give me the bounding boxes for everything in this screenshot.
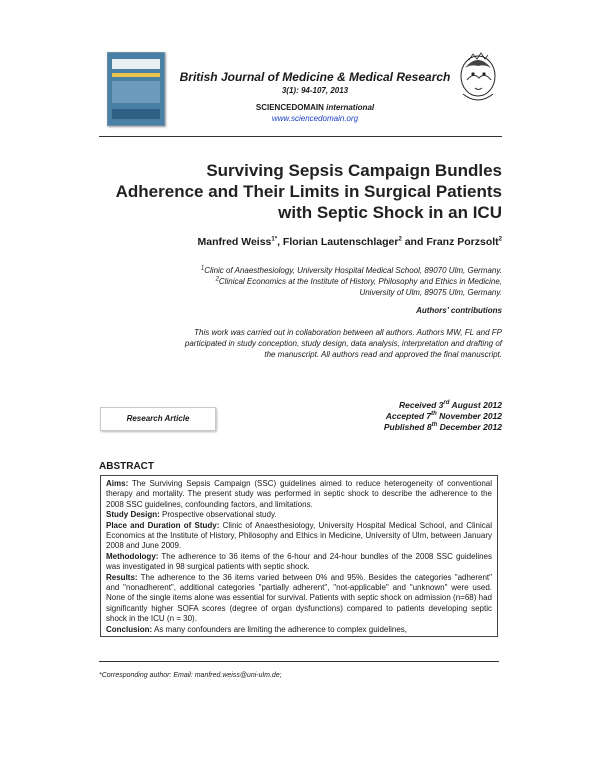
header-rule [99,136,502,137]
article-type-badge: Research Article [100,407,216,431]
abstract-aims: Aims: The Surviving Sepsis Campaign (SSC) guidelines aimed to reduce heterogeneity of conventional therapy and mortality. The present study was performed in septic shock to describe the adherence to the 2008 SSC guidelines, confounding factors, and limitations. [106,479,492,509]
received-date: Received 3rd August 2012 [398,400,502,410]
publisher-website-link[interactable]: www.sciencedomain.org [271,114,359,123]
publisher-name: SCIENCEDOMAIN international [255,103,375,112]
author-affiliations: $^1$Clinic of Anaesthesiology, University Hospital Medical School, 89070 Ulm, Germany. $^2$Clinical Economics at the Institute of History, Philosophy and Ethics in Medicine, University of Ulm, 89075 Ulm, Germany. [200,265,502,297]
abstract-place: Place and Duration of Study: Clinic of Anaesthesiology, University Hospital Medical School, and Clinical Economics at the Institute of History, Philosophy and Ethics in Medicine, University of Ulm, between January 2008 and June 2009. [106,520,493,551]
journal-volume: 3(1): 94-107, 2013 [281,86,349,95]
corresponding-author-footnote: *Corresponding author: Email: manfred.weiss@uni-ulm.de; [99,672,282,679]
abstract-methodology: Methodology: The adherence to 36 items of the 6-hour and 24-hour bundles of the 2008 SSC guidelines was investigated in 98 surgical patients with septic shock. [106,551,492,572]
abstract-design: Study Design: Prospective observational study. [106,510,277,520]
publisher-logo-icon [455,50,501,108]
footnote-rule [99,661,499,662]
publication-dates [300,400,502,433]
abstract-conclusion: Conclusion: As many confounders are limiting the adherence to complex guidelines, [106,624,408,634]
accepted-date: Accepted 7th November 2012 [385,411,502,421]
abstract-box [100,475,498,637]
article-title: Surviving Sepsis Campaign Bundles Adherence and Their Limits in Surgical Patients with Septic Shock in an ICU [115,161,502,222]
abstract-heading: ABSTRACT [99,461,154,472]
author-list: Manfred Weiss$^{1*}$, Florian Lautenschlager$^2$ and Franz Porzsolt$^2$ [197,236,502,248]
contributions-heading: Authors’ contributions [416,306,502,315]
contributions-text: This work was carried out in collaboration between all authors. Authors MW, FL and FP participated in study conception, study design, data analysis, interpretation and drafting of the manuscript. All authors read and approved the final manuscript. [184,328,502,359]
published-date: Published 8th December 2012 [383,422,502,432]
abstract-results: Results: The adherence to the 36 items varied between 0% and 95%. Besides the categories "adherent" and "nonadherent", additional categories "partially adherent", "not-applicable" and "unknown" were used. None of the single items alone was essential for survival. Patients with septic shock on admission (n=68) had significantly higher SOFA scores (degree of organ dysfunctions) compared to patients developing septic shock in the ICU (n = 30). [106,572,492,624]
journal-cover-image [107,52,165,126]
journal-name: British Journal of Medicine & Medical Research [179,70,451,84]
